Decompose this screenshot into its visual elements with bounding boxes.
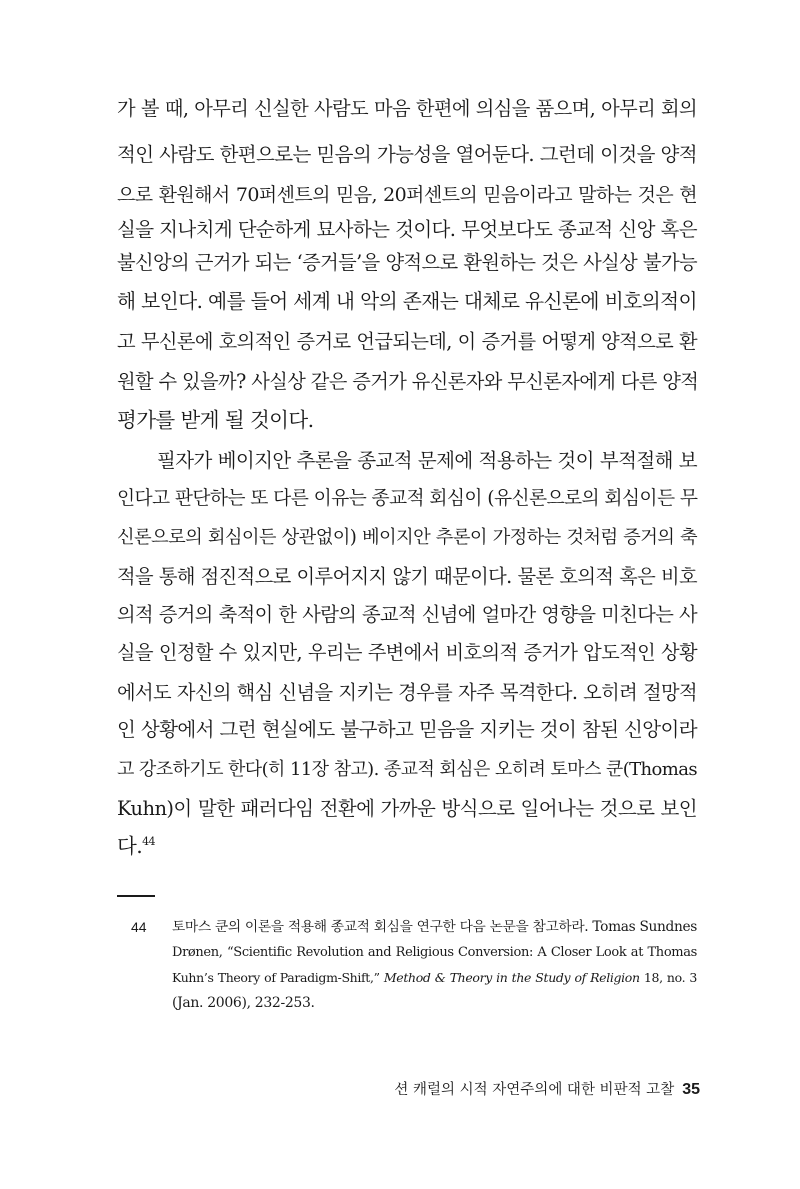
body-line: Kuhn)이 말한 패러다임 전환에 가까운 방식으로 일어나는 것으로 보인 (117, 797, 697, 820)
body-line: 적인 사람도 한편으로는 믿음의 가능성을 열어둔다. 그런데 이것을 양적 (117, 143, 697, 166)
footnote-line-text: Kuhn’s Theory of Paradigm-Shift,” (172, 970, 384, 985)
footnote-line: 토마스 쿤의 이론을 적용해 종교적 회심을 연구한 다음 논문을 참고하라. Tomas Sundnes (172, 919, 697, 935)
footnote-reference[interactable]: 44 (142, 835, 155, 848)
body-line: 가 볼 때, 아무리 신실한 사람도 마음 한편에 의심을 품으며, 아무리 회의 (117, 97, 697, 120)
body-line-indent: 필자가 베이지안 추론을 종교적 문제에 적용하는 것이 부적절해 보 (157, 449, 697, 472)
body-line: 에서도 자신의 핵심 신념을 지키는 경우를 자주 목격한다. 오히려 절망적 (117, 681, 697, 704)
body-line: 인 상황에서 그런 현실에도 불구하고 믿음을 지키는 것이 참된 신앙이라 (117, 718, 697, 741)
body-line: 고 무신론에 호의적인 증거로 언급되는데, 이 증거를 어떻게 양적으로 환 (117, 330, 697, 353)
body-line: 신론으로의 회심이든 상관없이) 베이지안 추론이 가정하는 것처럼 증거의 축 (117, 527, 697, 548)
body-line: 불신앙의 근거가 되는 ‘증거들’을 양적으로 환원하는 것은 사실상 불가능 (117, 251, 697, 274)
body-line: 인다고 판단하는 또 다른 이유는 종교적 회심이 (유신론으로의 회심이든 무 (117, 488, 698, 509)
footnote-number: 44 (131, 919, 147, 935)
body-line: 적을 통해 점진적으로 이루어지지 않기 때문이다. 물론 호의적 혹은 비호 (117, 565, 697, 588)
body-line: 실을 지나치게 단순하게 묘사하는 것이다. 무엇보다도 종교적 신앙 혹은 (117, 218, 697, 241)
page-number: 35 (682, 1081, 700, 1098)
body-line: 해 보인다. 예를 들어 세계 내 악의 존재는 대체로 유신론에 비호의적이 (117, 290, 697, 313)
body-line: 의적 증거의 축적이 한 사람의 종교적 신념에 얼마간 영향을 미친다는 사 (117, 603, 697, 626)
body-line (117, 830, 697, 858)
journal-title: Method & Theory in the Study of Religion (383, 970, 640, 985)
body-line: 평가를 받게 될 것이다. (117, 408, 314, 432)
running-footer (394, 1080, 700, 1100)
body-line: 실을 인정할 수 있지만, 우리는 주변에서 비호의적 증거가 압도적인 상황 (117, 641, 697, 664)
body-line: 으로 환원해서 70퍼센트의 믿음, 20퍼센트의 믿음이라고 말하는 것은 현 (117, 184, 697, 206)
body-line: 원할 수 있을까? 사실상 같은 증거가 유신론자와 무신론자에게 다른 양적 (117, 370, 699, 393)
footnote-line (172, 968, 697, 988)
running-title: 션 캐럴의 시적 자연주의에 대한 비판적 고찰 (394, 1082, 675, 1098)
footnote-line: Drønen, “Scientific Revolution and Religious Conversion: A Closer Look at Thomas (172, 945, 697, 960)
body-line: 고 강조하기도 한다(히 11장 참고). 종교적 회심은 오히려 토마스 쿤(Thomas (117, 759, 697, 780)
footnote-line: (Jan. 2006), 232-253. (172, 995, 315, 1011)
footnote-divider (117, 895, 155, 897)
footnote-line-text: 18, no. 3 (639, 970, 697, 985)
body-line-text: 다. (117, 834, 143, 858)
